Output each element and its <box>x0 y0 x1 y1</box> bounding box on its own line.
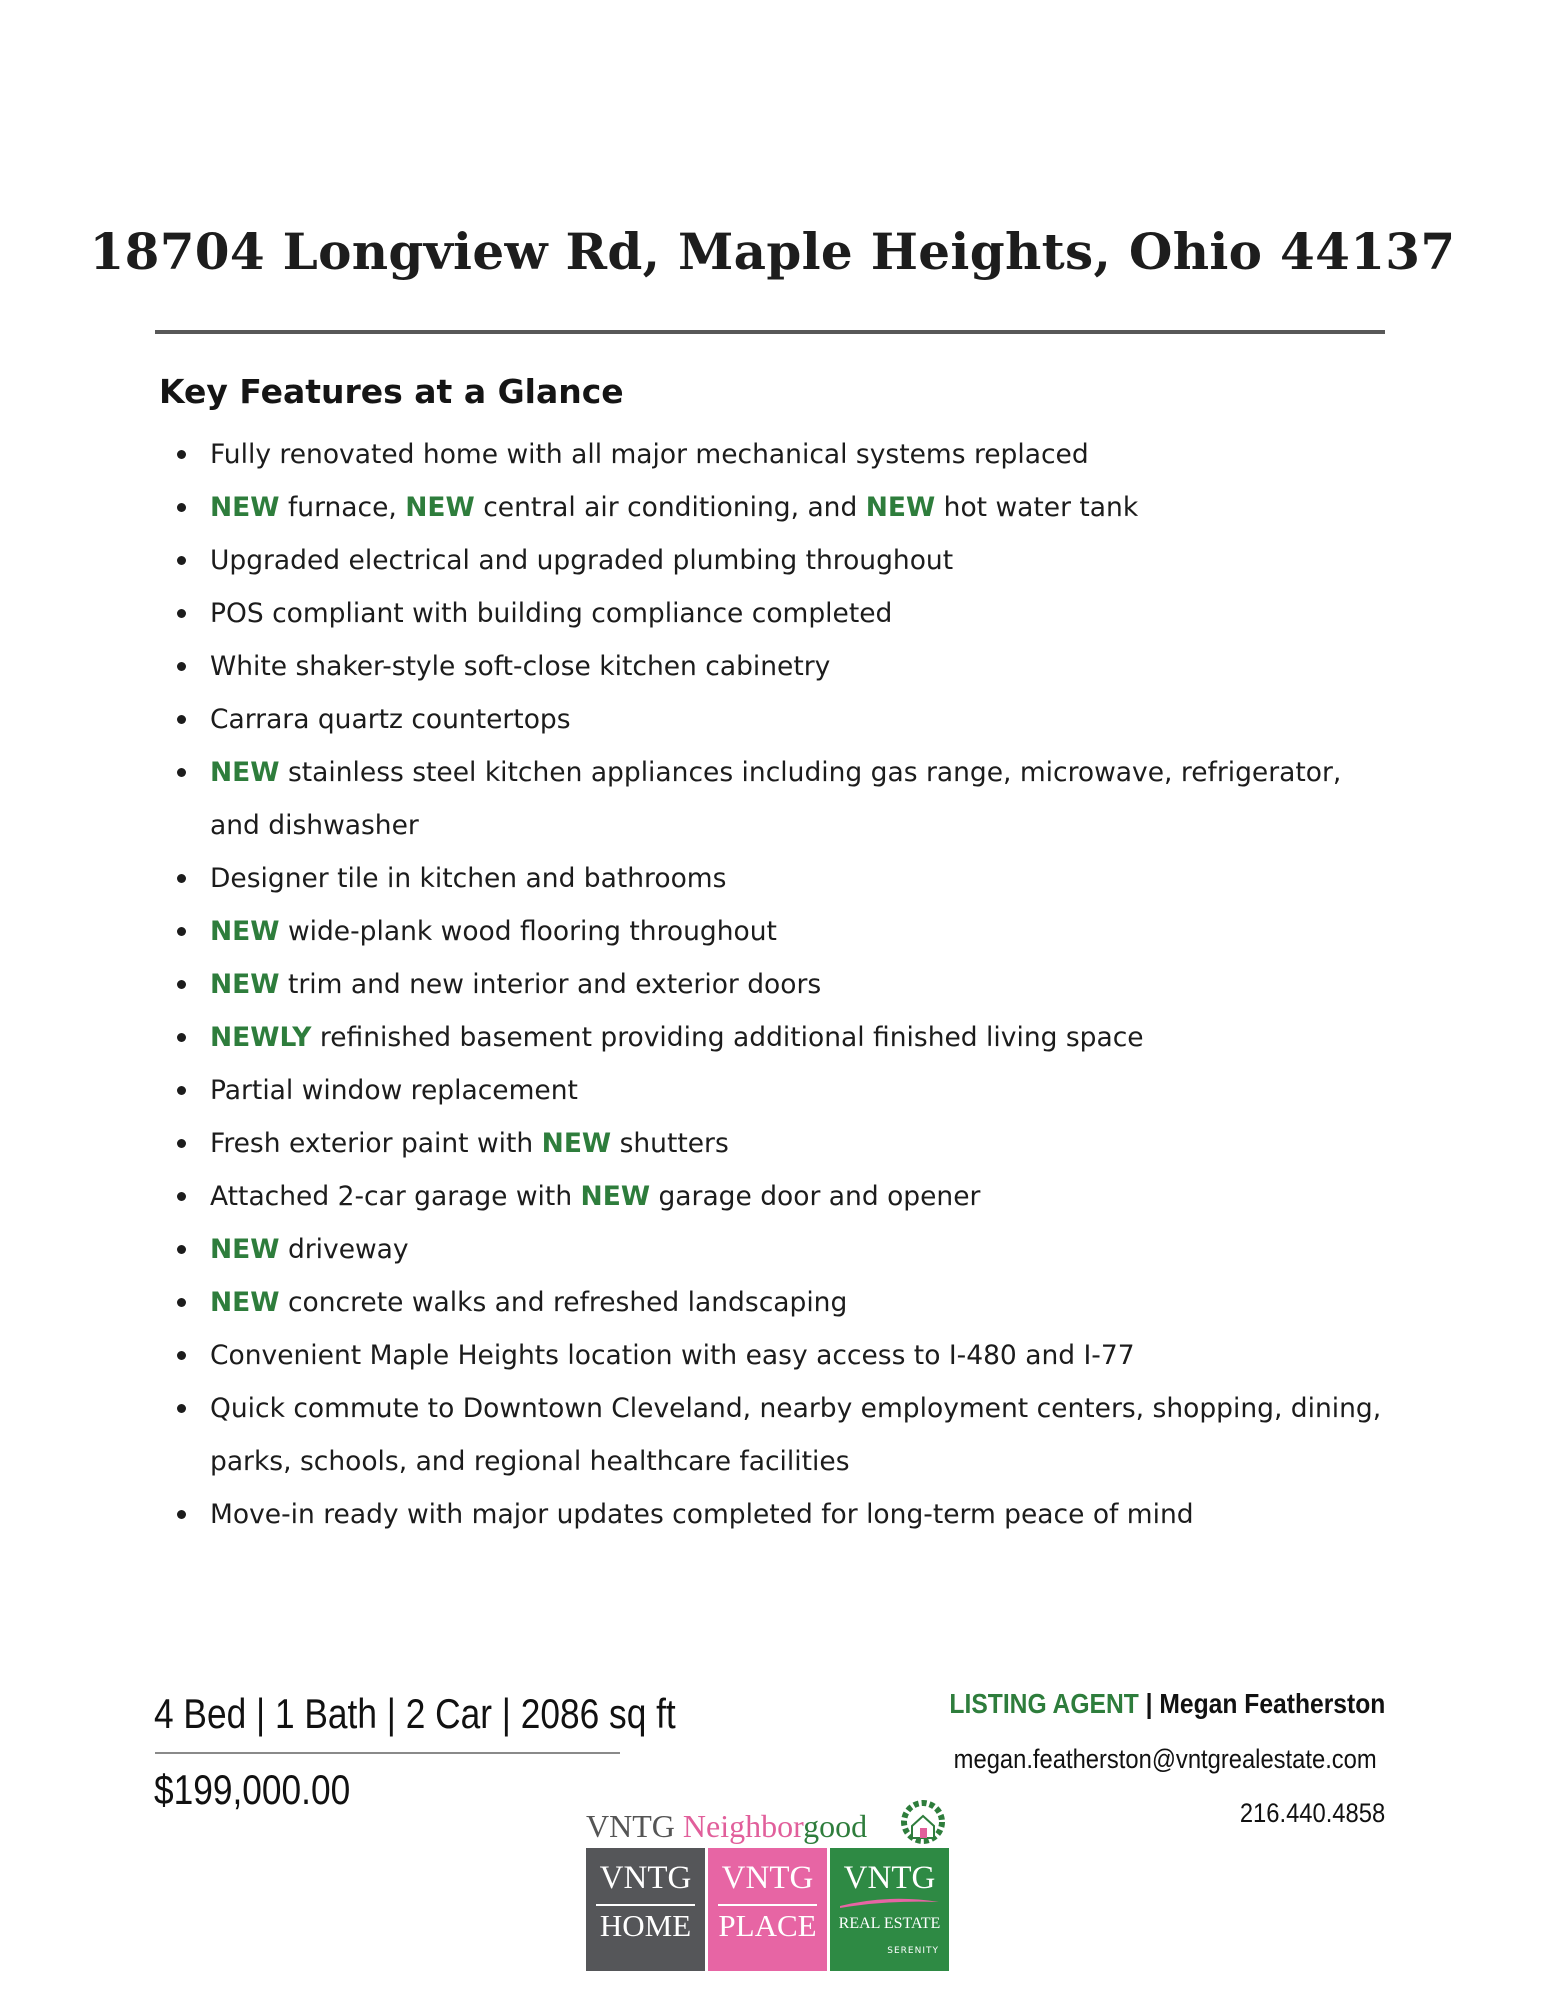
feature-text: White shaker-style soft-close kitchen cabinetry <box>210 651 831 682</box>
swoosh-icon <box>838 1896 941 1910</box>
feature-item <box>172 1329 1392 1382</box>
feature-item <box>172 534 1392 587</box>
listing-agent-name: Megan Featherston <box>1159 1688 1385 1719</box>
house-wreath-icon <box>898 1796 948 1846</box>
vntg-place-line2: PLACE <box>718 1908 817 1943</box>
feature-text: concrete walks and refreshed landscaping <box>279 1287 848 1318</box>
specs-divider <box>155 1752 620 1754</box>
title-divider <box>155 330 1385 334</box>
vntg-realestate-line1: VNTG <box>843 1860 936 1896</box>
feature-text: shutters <box>611 1128 729 1159</box>
feature-item <box>172 693 1392 746</box>
feature-highlight: NEW <box>210 1287 280 1318</box>
tile-divider <box>596 1904 695 1906</box>
listing-agent-separator: | <box>1138 1688 1160 1719</box>
serenity-realty-mark: SERENITY <box>887 1946 939 1956</box>
feature-text: central air conditioning, and <box>474 492 866 523</box>
property-address-title: 18704 Longview Rd, Maple Heights, Ohio 44137 <box>89 222 1456 281</box>
feature-text: Fresh exterior paint with <box>210 1128 542 1159</box>
feature-text: POS compliant with building compliance completed <box>210 598 893 629</box>
feature-item <box>172 905 1392 958</box>
feature-highlight: NEW <box>210 1234 280 1265</box>
feature-text: refinished basement providing additional finished living space <box>311 1022 1144 1053</box>
vntg-realestate-line2: REAL ESTATE <box>838 1915 941 1932</box>
feature-text: trim and new interior and exterior doors <box>279 969 822 1000</box>
feature-item <box>172 481 1392 534</box>
feature-item <box>172 958 1392 1011</box>
feature-highlight: NEW <box>580 1181 651 1212</box>
feature-highlight: NEW <box>210 492 280 523</box>
tile-divider <box>718 1904 817 1906</box>
logo-good-text: good <box>803 1808 868 1844</box>
feature-item <box>172 1117 1392 1170</box>
vntg-place-tile <box>708 1848 827 1971</box>
feature-highlight: NEW <box>405 492 475 523</box>
feature-text: Designer tile in kitchen and bathrooms <box>210 863 727 894</box>
vntg-realestate-tile <box>830 1848 949 1971</box>
feature-item <box>172 746 1392 852</box>
feature-item <box>172 1488 1392 1541</box>
feature-item <box>172 1382 1392 1488</box>
feature-highlight: NEWLY <box>210 1022 312 1053</box>
agent-email[interactable]: megan.featherston@vntgrealestate.com <box>953 1744 1377 1774</box>
feature-item <box>172 1064 1392 1117</box>
logo-neighbor-text: Neighbor <box>682 1808 804 1844</box>
vntg-home-line2: HOME <box>599 1908 692 1943</box>
feature-highlight: NEW <box>210 969 280 1000</box>
vntg-home-line1: VNTG <box>599 1860 692 1896</box>
agent-phone[interactable]: 216.440.4858 <box>1239 1798 1385 1828</box>
feature-text: driveway <box>279 1234 409 1265</box>
feature-text: Fully renovated home with all major mechanical systems replaced <box>210 439 1089 470</box>
feature-list <box>172 428 1392 1541</box>
feature-highlight: NEW <box>541 1128 612 1159</box>
feature-text: Carrara quartz countertops <box>210 704 571 735</box>
feature-item <box>172 640 1392 693</box>
feature-item <box>172 1223 1392 1276</box>
feature-highlight: NEW <box>210 757 280 788</box>
feature-item <box>172 852 1392 905</box>
feature-text: Move-in ready with major updates completed for long-term peace of mind <box>210 1499 1194 1530</box>
vntg-home-tile <box>586 1848 705 1971</box>
feature-highlight: NEW <box>865 492 936 523</box>
logo-wordmark <box>586 1808 867 1845</box>
feature-text: furnace, <box>279 492 406 523</box>
feature-highlight: NEW <box>210 916 280 947</box>
property-specs: 4 Bed | 1 Bath | 2 Car | 2086 sq ft <box>154 1690 676 1737</box>
feature-text: Upgraded electrical and upgraded plumbing throughout <box>210 545 954 576</box>
feature-item <box>172 428 1392 481</box>
vntg-logo <box>586 1796 951 1971</box>
listing-agent-label: LISTING AGENT <box>949 1688 1139 1719</box>
feature-item <box>172 1011 1392 1064</box>
feature-text: Attached 2-car garage with <box>210 1181 581 1212</box>
feature-item <box>172 587 1392 640</box>
feature-item <box>172 1170 1392 1223</box>
property-price: $199,000.00 <box>154 1766 351 1813</box>
logo-vntg-text: VNTG <box>586 1808 683 1844</box>
vntg-place-line1: VNTG <box>721 1860 814 1896</box>
feature-text: Quick commute to Downtown Cleveland, nearby employment centers, shopping, dining, parks, schools, and regional healthcare facilities <box>210 1393 1382 1477</box>
feature-text: hot water tank <box>935 492 1139 523</box>
feature-text: Partial window replacement <box>210 1075 578 1106</box>
feature-text: stainless steel kitchen appliances including gas range, microwave, refrigerator, and dishwasher <box>210 757 1342 841</box>
feature-text: garage door and opener <box>650 1181 981 1212</box>
feature-text: wide-plank wood flooring throughout <box>279 916 777 947</box>
listing-agent-line <box>949 1688 1385 1720</box>
feature-text: Convenient Maple Heights location with easy access to I-480 and I-77 <box>210 1340 1135 1371</box>
section-heading: Key Features at a Glance <box>159 372 624 411</box>
feature-item <box>172 1276 1392 1329</box>
